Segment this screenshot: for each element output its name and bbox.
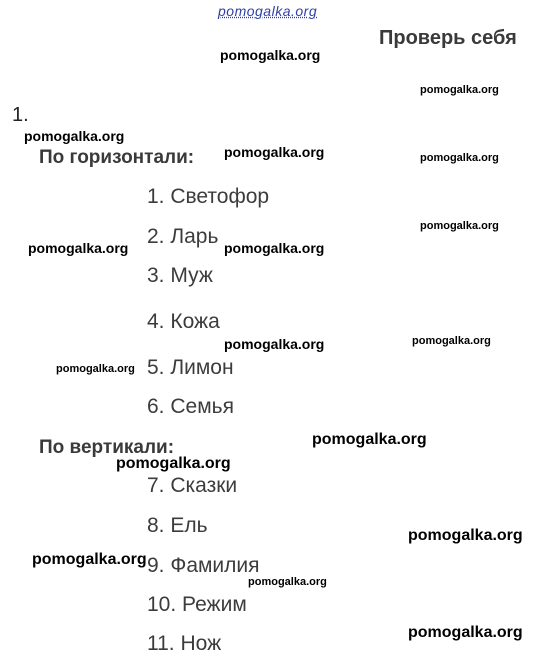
answer-item: 7. Сказки (147, 474, 238, 497)
answer-item: 6. Семья (147, 395, 234, 418)
watermark: pomogalka.org (24, 128, 125, 144)
answer-item: 5. Лимон (147, 356, 234, 379)
answer-item: 4. Кожа (147, 310, 220, 333)
watermark: pomogalka.org (420, 152, 499, 164)
watermark: pomogalka.org (408, 624, 523, 641)
watermark: pomogalka.org (28, 240, 129, 256)
watermark: pomogalka.org (420, 220, 499, 232)
watermark: pomogalka.org (312, 431, 427, 448)
watermark-top[interactable]: pomogalka.org (218, 3, 318, 19)
watermark: pomogalka.org (420, 84, 499, 96)
answer-item: 9. Фамилия (147, 554, 260, 577)
horizontal-heading: По горизонтали: (39, 147, 195, 168)
answer-item: 11. Нож (147, 632, 222, 655)
watermark: pomogalka.org (224, 240, 325, 256)
watermark: pomogalka.org (412, 335, 491, 347)
watermark: pomogalka.org (224, 336, 325, 352)
watermark: pomogalka.org (56, 363, 135, 375)
watermark: pomogalka.org (116, 455, 231, 472)
watermark: pomogalka.org (220, 47, 321, 63)
answer-item: 3. Муж (147, 264, 213, 287)
answer-item: 10. Режим (147, 593, 247, 616)
watermark: pomogalka.org (248, 576, 327, 588)
answer-item: 2. Ларь (147, 225, 219, 248)
answer-item: 8. Ель (147, 514, 208, 537)
watermark: pomogalka.org (32, 551, 147, 568)
watermark: pomogalka.org (224, 144, 325, 160)
vertical-heading: По вертикали: (39, 437, 175, 458)
watermark: pomogalka.org (408, 527, 523, 544)
answer-item: 1. Светофор (147, 185, 270, 208)
task-number: 1. (12, 104, 29, 126)
page-title: Проверь себя (379, 27, 517, 49)
